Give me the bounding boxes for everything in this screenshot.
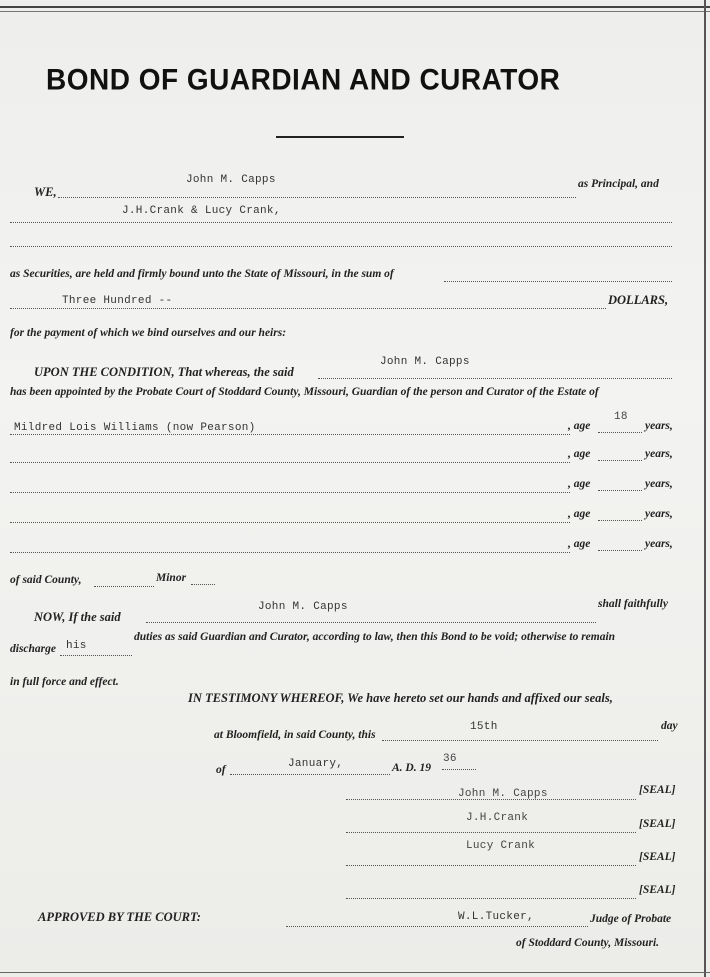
seal-label-3: [SEAL] (639, 851, 676, 863)
age-line-2 (598, 460, 642, 461)
ward-line-2 (10, 462, 570, 463)
year-value: 36 (443, 753, 457, 765)
month-line (230, 774, 390, 775)
as-principal-label: as Principal, and (578, 178, 659, 190)
duties-text: duties as said Guardian and Curator, according to law, then this Bond to be void; otherwise to remain (134, 631, 616, 643)
age-line-3 (598, 490, 642, 491)
sum-line-2 (10, 308, 606, 309)
of-label: of (216, 764, 226, 776)
day-value: 15th (470, 721, 498, 733)
signature-line-2 (346, 832, 636, 833)
age-label-2: , age (568, 448, 591, 460)
signature-3: Lucy Crank (466, 840, 536, 852)
years-label-3: years, (645, 478, 673, 490)
condition-label: UPON THE CONDITION, That whereas, the said (34, 365, 294, 379)
years-label-5: years, (645, 538, 673, 550)
right-edge-line (704, 0, 706, 977)
day-line (382, 740, 658, 741)
signature-2: J.H.Crank (466, 812, 529, 824)
day-label: day (661, 720, 678, 732)
document-title: BOND OF GUARDIAN AND CURATOR (46, 63, 561, 96)
signature-line-1 (346, 799, 636, 800)
minor-line (191, 584, 215, 585)
seal-label-4: [SEAL] (639, 884, 676, 896)
year-line (442, 769, 476, 770)
title-underline (276, 136, 404, 138)
years-label-2: years, (645, 448, 673, 460)
age-label-1: , age (568, 420, 591, 432)
judge-name: W.L.Tucker, (458, 911, 534, 923)
now-name: John M. Capps (258, 601, 348, 613)
securities-line-1 (10, 222, 672, 223)
full-force-text: in full force and effect. (10, 676, 119, 688)
years-label-1: years, (645, 420, 673, 432)
top-edge-line-2 (0, 11, 710, 12)
ward-line-4 (10, 522, 570, 523)
bottom-edge-line (0, 972, 710, 973)
payment-text: for the payment of which we bind ourselves and our heirs: (10, 327, 287, 339)
approved-label: APPROVED BY THE COURT: (38, 910, 201, 924)
signature-line-3 (346, 865, 636, 866)
faithfully-label: shall faithfully (598, 598, 668, 610)
principal-name: John M. Capps (186, 174, 276, 186)
judge-title: Judge of Probate (590, 913, 672, 925)
ward-line-3 (10, 492, 570, 493)
age-line-4 (598, 520, 642, 521)
age-line-5 (598, 550, 642, 551)
seal-label-2: [SEAL] (639, 818, 676, 830)
seal-label-1: [SEAL] (639, 784, 676, 796)
years-label-4: years, (645, 508, 673, 520)
ward-line-1 (10, 434, 570, 435)
judge-county: of Stoddard County, Missouri. (516, 937, 660, 949)
securities-line-2 (10, 246, 672, 247)
ward-name: Mildred Lois Williams (now Pearson) (14, 422, 256, 434)
pronoun: his (66, 640, 87, 652)
ad-label: A. D. 19 (392, 762, 431, 774)
now-line (146, 622, 596, 623)
pronoun-line (60, 655, 132, 656)
condition-name: John M. Capps (380, 356, 470, 368)
ward-age: 18 (614, 411, 628, 423)
bloomfield-text: at Bloomfield, in said County, this (214, 729, 376, 741)
age-label-3: , age (568, 478, 591, 490)
now-label: NOW, If the said (34, 610, 121, 624)
appointed-text: has been appointed by the Probate Court of Stoddard County, Missouri, Guardian of the person and Curator of the Estate of (10, 386, 599, 398)
discharge-label: discharge (10, 643, 56, 655)
of-said-county: of said County, (10, 574, 82, 586)
age-line-1 (598, 432, 642, 433)
sum-words: Three Hundred -- (62, 295, 173, 307)
judge-line (286, 926, 588, 927)
age-label-5: , age (568, 538, 591, 550)
securities-names: J.H.Crank & Lucy Crank, (122, 205, 281, 217)
condition-line (318, 378, 672, 379)
month-value: January, (288, 758, 344, 770)
sum-line-1 (444, 281, 672, 282)
county-line (94, 586, 154, 587)
age-label-4: , age (568, 508, 591, 520)
securities-text: as Securities, are held and firmly bound unto the State of Missouri, in the sum of (10, 268, 394, 280)
principal-line (58, 197, 576, 198)
top-edge-line (0, 6, 710, 8)
ward-line-5 (10, 552, 570, 553)
signature-line-4 (346, 898, 636, 899)
dollars-label: DOLLARS, (608, 293, 669, 307)
we-label: WE, (34, 185, 57, 199)
minor-label: Minor (156, 572, 187, 584)
signature-1: John M. Capps (458, 788, 548, 800)
testimony-text: IN TESTIMONY WHEREOF, We have hereto set our hands and affixed our seals, (188, 691, 613, 705)
